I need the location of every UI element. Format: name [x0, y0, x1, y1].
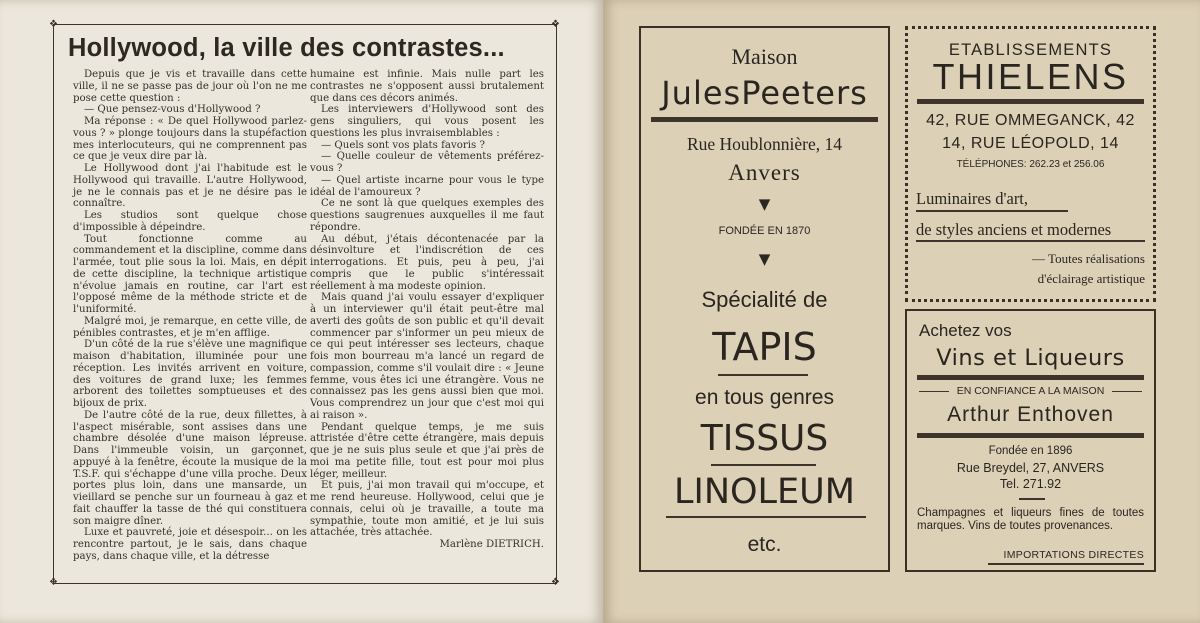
paragraph: Mais quand j'ai voulu essayer d'expliquer à un interviewer qu'il était peut-être mal averti des goûts de son public et qu'il devait commencer par s'informer un peu mieux de ce qui peut intéresser ses lecteurs, chaque fois mon bourreau m'a lancé un regard de compassion, comme s'il voulait dire : « Jeune femme, vous êtes ici une étrangère. Vous ne connaissez pas les gens aussi bien que moi. Vous comprendrez un jour que c'est moi qui ai raison ». [310, 292, 544, 421]
ad-thielens [905, 26, 1156, 302]
underline [666, 516, 866, 518]
ad-enthoven-confidence: EN CONFIANCE A LA MAISON [956, 385, 1105, 397]
paragraph: Les studios sont quelque chose d'impossible à dépeindre. [73, 210, 307, 233]
corner-ornament: ❖ [49, 19, 58, 30]
paragraph: Ce ne sont là que quelques exemples des questions saugrenues auxquelles il me faut répondre. [310, 198, 544, 233]
ad-thielens-addr2: 14, RUE LÉOPOLD, 14 [942, 135, 1119, 152]
paragraph: — Que pensez-vous d'Hollywood ? [84, 104, 261, 116]
ad-peeters-founded: FONDÉE EN 1870 [718, 225, 811, 237]
divider-bar [917, 375, 1144, 380]
underline [718, 374, 808, 376]
ad-peeters-city: Anvers [728, 160, 801, 185]
ad-thielens-realisations: — Toutes réalisations [1032, 251, 1145, 266]
underline [916, 240, 1145, 242]
ad-peeters-tissus: TISSUS [700, 418, 829, 459]
paragraph: Les interviewers d'Hollywood sont des gens singuliers, qui vous posent les questions les plus invraisemblables : [310, 104, 544, 139]
ad-enthoven-founded: Fondée en 1896 [988, 445, 1073, 457]
divider-bar [917, 433, 1144, 438]
paragraph: Et puis, j'ai mon travail qui m'occupe, et me rend heureuse. Hollywood, celui que je connais, celui où je travaille, a toute ma sympathie, toute mon amitié, et je lui suis attachée, très attachée. [310, 480, 544, 539]
ad-peeters-linoleum: LINOLEUM [674, 472, 855, 512]
divider-dash [1019, 498, 1045, 500]
triangle-ornament: ▼ [758, 250, 771, 268]
corner-ornament: ❖ [551, 577, 560, 588]
divider-dash [1112, 391, 1142, 392]
ad-peeters-address: Rue Houblonnière, 14 [686, 134, 843, 154]
paragraph: humaine est infinie. Mais nulle part les contrastes ne s'opposent aussi brutalement que dans ces décors animés. [310, 69, 544, 104]
ad-enthoven [905, 309, 1156, 572]
ad-thielens-name: THIELENS [932, 56, 1129, 97]
ad-thielens-addr1: 42, RUE OMMEGANCK, 42 [926, 112, 1135, 129]
ad-peeters-maison: Maison [731, 44, 798, 69]
divider-bar [917, 99, 1144, 104]
paragraph: — Quels sont vos plats favoris ? [321, 139, 485, 151]
paragraph: D'un côté de la rue s'élève une magnifique maison d'habitation, illuminée pour une réception. Les invités arrivent en voiture, des voitures de grand luxe; les femmes arborent des toilettes somptueuses et des bijoux de prix. [73, 339, 307, 409]
article-title: Hollywood, la ville des contrastes... [68, 34, 505, 62]
paragraph: — Quel artiste incarne pour vous le type idéal de l'amoureux ? [310, 174, 544, 198]
underline [711, 464, 816, 466]
ad-peeters-genres: en tous genres [695, 386, 834, 409]
divider-bar [651, 117, 878, 122]
ad-peeters-etc: etc. [747, 533, 782, 556]
right-page [603, 0, 1200, 623]
paragraph: Luxe et pauvreté, joie et désespoir... on les rencontre partout, je le sais, dans chaque pays, dans chaque ville, et la détresse [73, 527, 307, 562]
ad-jules-peeters [639, 26, 890, 572]
ad-thielens-eclairage: d'éclairage artistique [1037, 271, 1145, 286]
ad-enthoven-tel: Tel. 271.92 [999, 477, 1062, 491]
ad-enthoven-name: Arthur Enthoven [947, 403, 1114, 426]
ad-thielens-etablissements: ETABLISSEMENTS [948, 41, 1113, 59]
paragraph: Pendant quelque temps, je me suis attristée d'être cette étrangère, mais depuis que je ne suis plus seule et que j'ai près de moi ma petite fille, tout est pour moi plus léger, meilleur. [310, 421, 544, 480]
ad-thielens-luminaires: Luminaires d'art, [916, 189, 1029, 208]
ad-enthoven-description: Champagnes et liqueurs fines de toutes marques. Vins de toutes provenances. [917, 507, 1144, 532]
paragraph: Tout fonctionne comme au commandement et la discipline, comme dans l'armée, tout plie sous la loi. Mais, en dépit de cette discipline, la technique artistique n'évolue jamais en routine, car l'art est l'opposé même de la méthode stricte et de l'uniformité. [73, 233, 307, 315]
corner-ornament: ❖ [551, 19, 560, 30]
paragraph: Le Hollywood dont j'ai l'habitude est le Hollywood qui travaille. L'autre Hollywood, je ne le connais pas et je ne désire pas le connaître. [73, 163, 307, 210]
ad-peeters-name: JulesPeeters [661, 74, 868, 112]
underline [988, 563, 1144, 565]
paragraph: Malgré moi, je remarque, en cette ville, de pénibles contrastes, et je m'en afflige. [73, 315, 307, 339]
ad-thielens-phones: TÉLÉPHONES: 262.23 et 256.06 [956, 159, 1105, 170]
underline [916, 210, 1068, 212]
corner-ornament: ❖ [49, 577, 58, 588]
paragraph: Au début, j'étais décontenacée par la désinvolture et l'indiscrétion de ces interrogations. Et puis, peu à peu, j'ai compris que le public s'intéressait réellement à ma modeste opinion. [310, 233, 544, 292]
ad-peeters-tapis: TAPIS [712, 325, 817, 369]
paragraph: Depuis que je vis et travaille dans cette ville, il ne se passe pas de jour où l'on ne me pose cette question : [73, 69, 307, 104]
ad-enthoven-imports: IMPORTATIONS DIRECTES [1003, 549, 1144, 561]
article-column-right [310, 69, 544, 551]
ad-enthoven-headline: Vins et Liqueurs [936, 345, 1125, 371]
paragraph: De l'autre côté de la rue, deux fillettes, à l'aspect misérable, sont assises dans une chambre désolée d'une maison lépreuse. Dans l'immeuble voisin, un garçonnet, appuyé à la fenêtre, écoute la musique de la T.S.F. qui s'échappe d'une villa proche. Deux portes plus loin, dans une mansarde, un vieillard se penche sur un fourneau à gaz et fait chauffer la tasse de thé qui constituera son maigre dîner. [73, 409, 307, 527]
ad-thielens-styles: de styles anciens et modernes [916, 220, 1112, 239]
paragraph: — Quelle couleur de vêtements préférez-vous ? [310, 151, 544, 174]
article-column-left [73, 69, 307, 563]
ad-enthoven-achetez: Achetez vos [919, 321, 1012, 340]
paragraph: Ma réponse : « De quel Hollywood parlez-vous ? » plonge toujours dans la stupéfaction mes interlocuteurs, qui ne comprennent pas ce que je veux dire par là. [73, 116, 307, 163]
ad-enthoven-address: Rue Breydel, 27, ANVERS [956, 461, 1105, 475]
triangle-ornament: ▼ [758, 195, 771, 213]
ad-peeters-specialty: Spécialité de [701, 287, 828, 312]
article-signature: Marlène DIETRICH. [439, 539, 544, 550]
